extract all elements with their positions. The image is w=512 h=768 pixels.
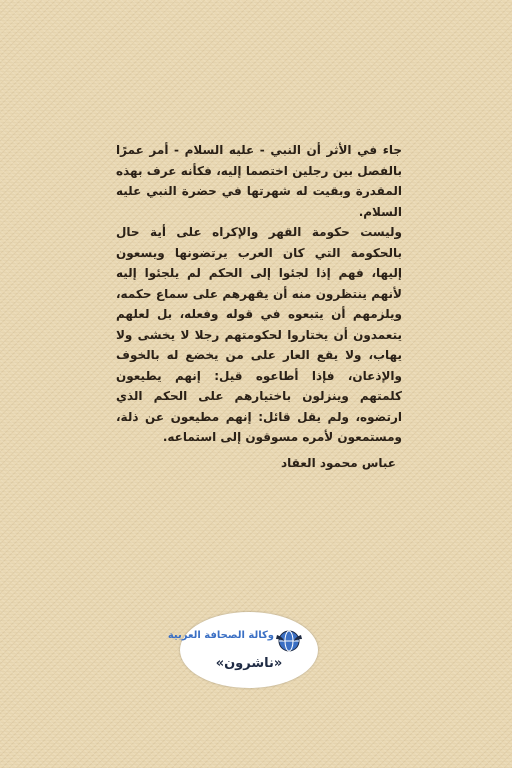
publisher-subtitle: «ناشرون» bbox=[215, 656, 283, 671]
author-name: عباس محمود العقاد bbox=[280, 456, 396, 470]
paragraph: جاء في الأثر أن النبي - عليه السلام - أمر عمرًا بالفصل بين رجلين اختصما إليه، فكأنه عرف بهذه المقدرة وبقيت له شهرتها في حضرة النبي عليه السلام. bbox=[116, 143, 402, 219]
paragraph: وليست حكومة القهر والإكراه على أية حال بالحكومة التي كان العرب يرتضونها ويسعون إليها، فهم إذا لجئوا إلى الحكم لم يلجئوا إليه لأنهم ينتظرون منه أن يقهرهم على سماع حكمه، ويلزمهم أن يتبعوه في قوله وفعله، بل لعلهم يتعمدون أن يختاروا لحكومتهم رجلا لا يخشى ولا يهاب، ولا يقع العار على من يخضع له بالخوف والإذعان، فإذا أطاعوه قيل: إنهم يطيعون كلمتهم وينزلون باختيارهم على الحكم الذي ارتضوه، ولم يقل قائل: إنهم مطيعون عن ذلة، ومستمعون لأمره مسوقون إلى استماعه. bbox=[116, 225, 402, 444]
winged-globe-icon bbox=[274, 626, 304, 656]
publisher-name: وكالة الصحافة العربية bbox=[167, 630, 274, 641]
publisher-logo bbox=[167, 612, 318, 688]
body-text bbox=[116, 140, 402, 448]
